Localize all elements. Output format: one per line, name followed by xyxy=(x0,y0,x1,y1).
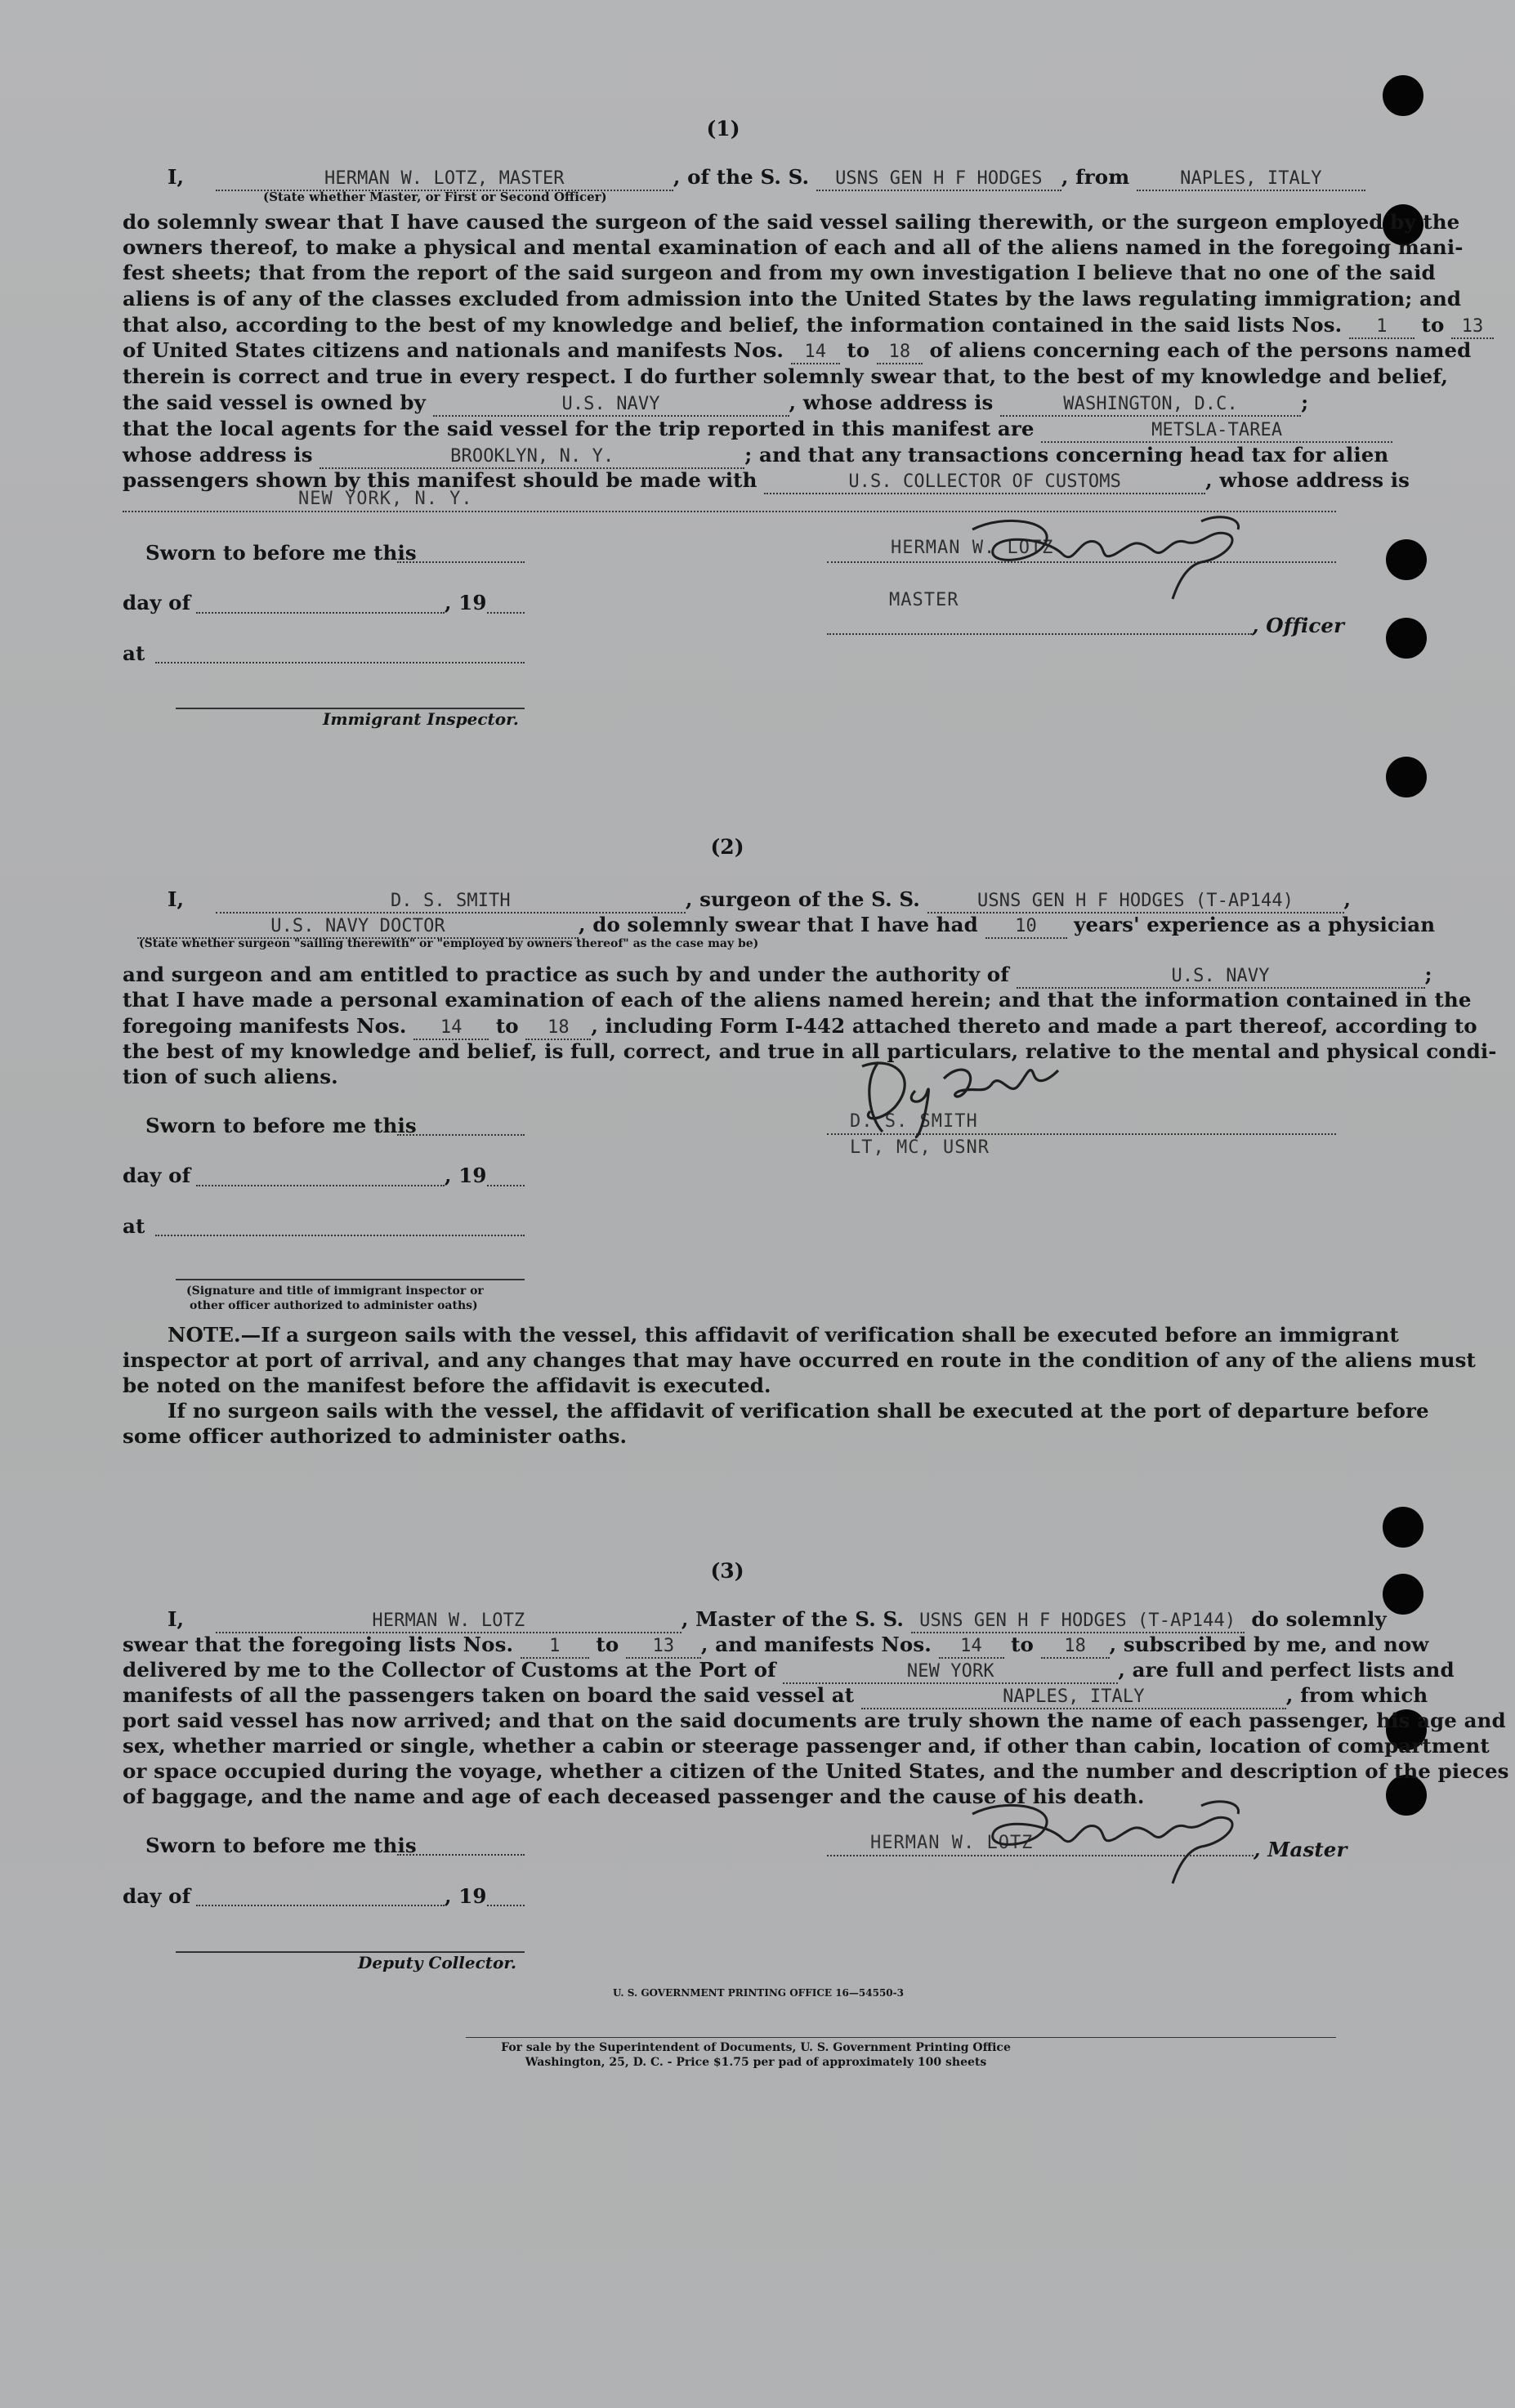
signer-typed-name: HERMAN W. LOTZ xyxy=(891,538,1054,558)
sworn-line xyxy=(397,1854,525,1856)
affidavit1-line3: owners thereof, to make a physical and mental examination of each and all of the aliens named in the foregoing mani- xyxy=(123,235,1464,259)
authority-field: U.S. NAVY xyxy=(1017,965,1425,989)
affidavit3-line1: I, HERMAN W. LOTZ , Master of the S. S. USNS GEN H F HODGES (T-AP144) do solemnly xyxy=(168,1606,1387,1633)
day-of-label: day of xyxy=(123,1884,191,1908)
at-label: at xyxy=(123,641,145,665)
surgeon-status-field: U.S. NAVY DOCTOR xyxy=(137,915,579,939)
affidavit3-line5: port said vessel has now arrived; and that on the said documents are truly shown the name of each passenger, his age and xyxy=(123,1709,1506,1732)
affidavit2-line4: that I have made a personal examination of each of the aliens named herein; and that the information contained in the xyxy=(123,988,1472,1012)
affidavit1-line4: fest sheets; that from the report of the said surgeon and from my own investigation I believe that no one of the said xyxy=(123,261,1436,284)
note-line3: be noted on the manifest before the affidavit is executed. xyxy=(123,1374,771,1397)
affidavit2-line6: the best of my knowledge and belief, is full, correct, and true in all particulars, relative to the mental and physical condi- xyxy=(123,1039,1497,1063)
owner-field: U.S. NAVY xyxy=(433,393,789,417)
affidavit3-line3: delivered by me to the Collector of Customs at the Port of NEW YORK , are full and perfect lists and xyxy=(123,1657,1455,1684)
year-label: , 19 xyxy=(445,1164,487,1187)
surgeon-rank: LT, MC, USNR xyxy=(850,1137,990,1158)
signer-title: MASTER xyxy=(889,590,959,610)
section-number: (2) xyxy=(710,835,744,859)
day-of-label: day of xyxy=(123,1164,191,1187)
affidavit3-line7: or space occupied during the voyage, whether a citizen of the United States, and the number and description of the pieces xyxy=(123,1759,1509,1783)
state-note: (State whether Master, or First or Second Officer) xyxy=(263,190,607,204)
owner-address-field: WASHINGTON, D.C. xyxy=(1000,393,1301,417)
at-label: at xyxy=(123,1214,145,1238)
master-label: , Master xyxy=(1254,1838,1347,1861)
officer-label: , Officer xyxy=(1252,614,1345,637)
affidavit1-line1: I, HERMAN W. LOTZ, MASTER , of the S. S. USNS GEN H F HODGES , from NAPLES, ITALY xyxy=(168,164,1365,191)
inspector-caption: Immigrant Inspector. xyxy=(323,709,519,729)
sworn-label: Sworn to before me this xyxy=(145,541,417,565)
year-label: , 19 xyxy=(445,591,487,614)
sig-caption: other officer authorized to administer oaths) xyxy=(190,1299,478,1312)
year-line xyxy=(487,1905,525,1906)
sworn-label: Sworn to before me this xyxy=(145,1114,417,1137)
master-name-field: HERMAN W. LOTZ, MASTER xyxy=(216,168,673,191)
affidavit2-line1: I, D. S. SMITH , surgeon of the S. S. USNS GEN H F HODGES (T-AP144) , xyxy=(168,887,1351,914)
affidavit1-line10: that the local agents for the said vessel for the trip reported in this manifest are METSLA-TAREA xyxy=(123,416,1392,443)
affidavit3-line2: swear that the foregoing lists Nos. 1 to 13 , and manifests Nos. 14 to 18 , subscribed by me, and now xyxy=(123,1632,1429,1659)
master-signature xyxy=(956,505,1267,603)
year-line xyxy=(487,612,525,614)
surgeon-typed-name: D. S. SMITH xyxy=(850,1111,978,1132)
year-line xyxy=(487,1185,525,1186)
affidavit2-line2: U.S. NAVY DOCTOR , do solemnly swear that I have had 10 years' experience as a physician xyxy=(123,912,1435,939)
sworn-line xyxy=(397,561,525,563)
affidavit2-line5: foregoing manifests Nos. 14 to 18 , including Form I-442 attached thereto and made a part thereof, according to xyxy=(123,1013,1477,1040)
collector-caption: Deputy Collector. xyxy=(358,1953,517,1972)
years-field: 10 xyxy=(985,915,1067,939)
affidavit1-line7: of United States citizens and nationals and manifests Nos. 14 to 18 of aliens concerning each of the persons named xyxy=(123,337,1471,364)
master-signature xyxy=(956,1789,1267,1888)
day-line xyxy=(196,612,445,614)
sworn-label: Sworn to before me this xyxy=(145,1834,417,1857)
surgeon-signature xyxy=(846,1046,1075,1140)
binder-hole xyxy=(1386,618,1427,659)
sig-caption: (Signature and title of immigrant inspector or xyxy=(186,1284,484,1298)
affidavit1-line11: whose address is BROOKLYN, N. Y. ; and that any transactions concerning head tax for alien xyxy=(123,442,1388,469)
port-from-field: NAPLES, ITALY xyxy=(1137,168,1365,191)
affidavit1-line12: passengers shown by this manifest should be made with U.S. COLLECTOR OF CUSTOMS , whose address is xyxy=(123,467,1410,494)
agents-field: METSLA-TAREA xyxy=(1041,419,1392,443)
affidavit3-line8: of baggage, and the name and age of each deceased passenger and the cause of his death. xyxy=(123,1785,1145,1808)
affidavit1-line6: that also, according to the best of my knowledge and belief, the information contained in the said lists Nos. 1 to 13 xyxy=(123,312,1494,339)
vessel-field: USNS GEN H F HODGES xyxy=(816,168,1061,191)
day-line xyxy=(196,1185,445,1186)
port-field: NEW YORK xyxy=(783,1660,1118,1684)
at-line xyxy=(155,662,525,663)
section-number: (1) xyxy=(706,117,740,141)
affidavit1-line2: do solemnly swear that I have caused the surgeon of the said vessel sailing therewith, or the surgeon employed by the xyxy=(123,210,1460,234)
binder-hole xyxy=(1383,1507,1423,1548)
port-from-field: NAPLES, ITALY xyxy=(861,1686,1286,1709)
binder-hole xyxy=(1386,539,1427,580)
vessel-field: USNS GEN H F HODGES (T-AP144) xyxy=(927,890,1344,914)
gpo-line: U. S. GOVERNMENT PRINTING OFFICE 16—54550-3 xyxy=(613,1987,904,1999)
master-name-field: HERMAN W. LOTZ xyxy=(216,1610,682,1633)
officer-line xyxy=(827,633,1252,635)
head-tax-field: U.S. COLLECTOR OF CUSTOMS xyxy=(764,471,1205,494)
section-number: (3) xyxy=(710,1559,744,1583)
at-line xyxy=(155,1235,525,1236)
sale-line1: For sale by the Superintendent of Documents, U. S. Government Printing Office xyxy=(501,2041,1011,2054)
affidavit1-line9: the said vessel is owned by U.S. NAVY , whose address is WASHINGTON, D.C. ; xyxy=(123,390,1308,417)
note-line4: If no surgeon sails with the vessel, the affidavit of verification shall be executed at the port of departure before xyxy=(168,1399,1429,1423)
binder-hole xyxy=(1383,75,1423,116)
note-line2: inspector at port of arrival, and any changes that may have occurred en route in the condition of any of the aliens must xyxy=(123,1348,1476,1372)
inspector-signature-line xyxy=(176,1279,525,1280)
sale-line2: Washington, 25, D. C. - Price $1.75 per pad of approximately 100 sheets xyxy=(525,2056,987,2069)
agents-address-field: BROOKLYN, N. Y. xyxy=(320,445,744,469)
sworn-line xyxy=(397,1134,525,1136)
affidavit1-line8: therein is correct and true in every respect. I do further solemnly swear that, to the best of my knowledge and belief, xyxy=(123,364,1448,388)
affidavit3-line4: manifests of all the passengers taken on board the said vessel at NAPLES, ITALY , from which xyxy=(123,1682,1428,1709)
surgeon-name-field: D. S. SMITH xyxy=(216,890,686,914)
footer-rule xyxy=(466,2037,1336,2038)
note-line1: NOTE.—If a surgeon sails with the vessel, this affidavit of verification shall be executed before an immigrant xyxy=(168,1323,1399,1347)
year-label: , 19 xyxy=(445,1884,487,1908)
affidavit2-line3: and surgeon and am entitled to practice as such by and under the authority of U.S. NAVY ; xyxy=(123,962,1432,989)
day-of-label: day of xyxy=(123,591,191,614)
note-line5: some officer authorized to administer oaths. xyxy=(123,1424,628,1448)
signer-typed-name: HERMAN W. LOTZ xyxy=(870,1833,1034,1853)
binder-hole xyxy=(1383,1574,1423,1615)
affidavit2-line7: tion of such aliens. xyxy=(123,1065,338,1088)
binder-hole xyxy=(1386,757,1427,797)
day-line xyxy=(196,1905,445,1906)
affidavit1-line5: aliens is of any of the classes excluded from admission into the United States by the laws regulating immigration; and xyxy=(123,287,1462,310)
head-tax-address-value: NEW YORK, N. Y. xyxy=(298,489,473,509)
vessel-field: USNS GEN H F HODGES (T-AP144) xyxy=(911,1610,1245,1633)
affidavit3-line6: sex, whether married or single, whether a cabin or steerage passenger and, if other than cabin, location of compartment xyxy=(123,1734,1490,1758)
surgeon-state-note: (State whether surgeon "sailing therewith" or "employed by owners thereof" as the case may be) xyxy=(139,937,759,950)
